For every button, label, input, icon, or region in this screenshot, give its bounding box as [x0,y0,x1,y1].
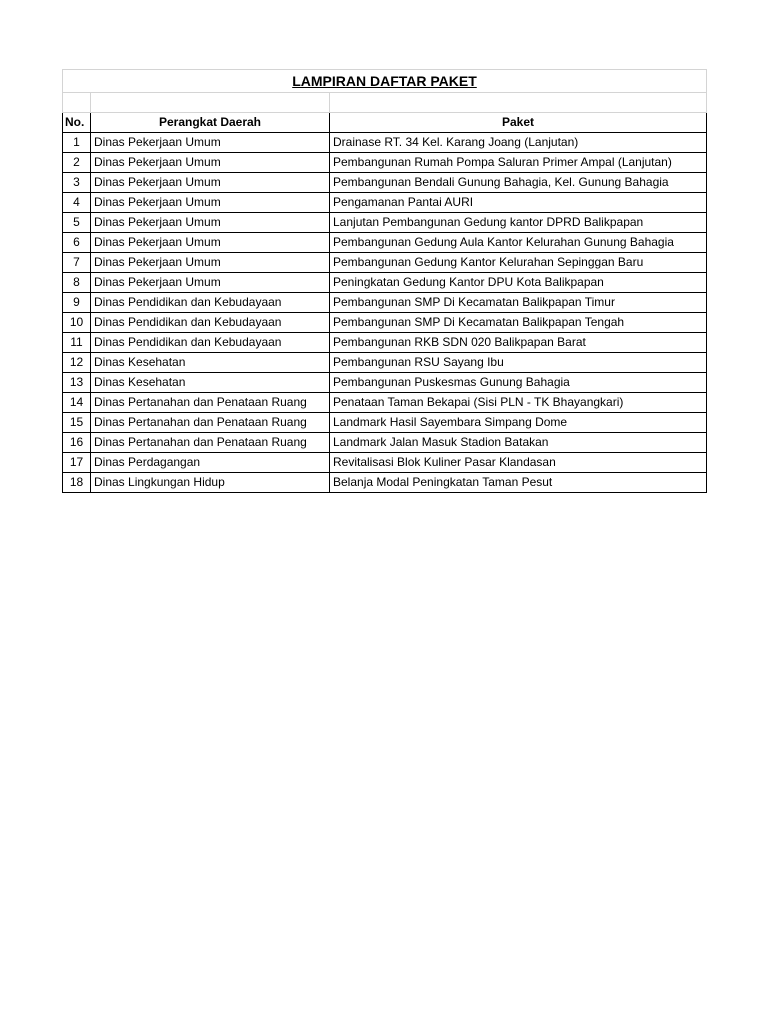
row-perangkat-daerah: Dinas Pekerjaan Umum [91,233,330,253]
row-paket: Pembangunan RSU Sayang Ibu [330,353,707,373]
table-row [63,413,707,433]
row-perangkat-daerah: Dinas Perdagangan [91,453,330,473]
row-number: 15 [63,413,91,433]
row-number: 10 [63,313,91,333]
row-paket: Belanja Modal Peningkatan Taman Pesut [330,473,707,493]
row-number: 7 [63,253,91,273]
row-paket: Pembangunan Bendali Gunung Bahagia, Kel. Gunung Bahagia [330,173,707,193]
row-paket: Landmark Hasil Sayembara Simpang Dome [330,413,707,433]
row-perangkat-daerah: Dinas Pekerjaan Umum [91,133,330,153]
row-number: 18 [63,473,91,493]
row-perangkat-daerah: Dinas Pertanahan dan Penataan Ruang [91,413,330,433]
row-number: 17 [63,453,91,473]
row-number: 11 [63,333,91,353]
row-number: 14 [63,393,91,413]
document-title: LAMPIRAN DAFTAR PAKET [63,70,707,93]
row-perangkat-daerah: Dinas Pekerjaan Umum [91,273,330,293]
document-sheet [62,69,706,493]
row-perangkat-daerah: Dinas Pendidikan dan Kebudayaan [91,333,330,353]
table-row [63,193,707,213]
row-paket: Landmark Jalan Masuk Stadion Batakan [330,433,707,453]
row-paket: Drainase RT. 34 Kel. Karang Joang (Lanjutan) [330,133,707,153]
row-perangkat-daerah: Dinas Pekerjaan Umum [91,193,330,213]
row-number: 9 [63,293,91,313]
row-paket: Pembangunan Rumah Pompa Saluran Primer Ampal (Lanjutan) [330,153,707,173]
row-paket: Pembangunan Gedung Aula Kantor Kelurahan Gunung Bahagia [330,233,707,253]
row-number: 13 [63,373,91,393]
table-body [63,133,707,493]
row-perangkat-daerah: Dinas Pertanahan dan Penataan Ruang [91,393,330,413]
row-number: 16 [63,433,91,453]
blank-cell [63,93,91,113]
row-perangkat-daerah: Dinas Pekerjaan Umum [91,153,330,173]
row-number: 3 [63,173,91,193]
row-number: 2 [63,153,91,173]
row-paket: Lanjutan Pembangunan Gedung kantor DPRD Balikpapan [330,213,707,233]
row-perangkat-daerah: Dinas Kesehatan [91,373,330,393]
row-perangkat-daerah: Dinas Pekerjaan Umum [91,253,330,273]
header-row [63,113,707,133]
row-paket: Revitalisasi Blok Kuliner Pasar Klandasan [330,453,707,473]
row-paket: Pembangunan SMP Di Kecamatan Balikpapan Tengah [330,313,707,333]
row-number: 1 [63,133,91,153]
header-no: No. [63,113,91,133]
row-perangkat-daerah: Dinas Pendidikan dan Kebudayaan [91,293,330,313]
table-row [63,473,707,493]
row-paket: Pembangunan Gedung Kantor Kelurahan Sepinggan Baru [330,253,707,273]
row-paket: Penataan Taman Bekapai (Sisi PLN - TK Bhayangkari) [330,393,707,413]
row-number: 5 [63,213,91,233]
row-number: 12 [63,353,91,373]
row-perangkat-daerah: Dinas Pekerjaan Umum [91,173,330,193]
table-row [63,273,707,293]
table-row [63,293,707,313]
table-row [63,453,707,473]
row-number: 6 [63,233,91,253]
row-perangkat-daerah: Dinas Pekerjaan Umum [91,213,330,233]
table-row [63,353,707,373]
row-paket: Pengamanan Pantai AURI [330,193,707,213]
table-row [63,433,707,453]
table-row [63,333,707,353]
row-perangkat-daerah: Dinas Lingkungan Hidup [91,473,330,493]
table-row [63,173,707,193]
blank-cell [330,93,707,113]
table-row [63,373,707,393]
row-paket: Peningkatan Gedung Kantor DPU Kota Balikpapan [330,273,707,293]
table-row [63,133,707,153]
header-perangkat-daerah: Perangkat Daerah [91,113,330,133]
title-row [63,70,707,93]
table-row [63,213,707,233]
package-table [62,69,707,493]
table-row [63,313,707,333]
table-row [63,233,707,253]
row-number: 4 [63,193,91,213]
row-perangkat-daerah: Dinas Pendidikan dan Kebudayaan [91,313,330,333]
row-perangkat-daerah: Dinas Pertanahan dan Penataan Ruang [91,433,330,453]
table-row [63,153,707,173]
blank-cell [91,93,330,113]
blank-row [63,93,707,113]
row-perangkat-daerah: Dinas Kesehatan [91,353,330,373]
row-paket: Pembangunan Puskesmas Gunung Bahagia [330,373,707,393]
row-paket: Pembangunan RKB SDN 020 Balikpapan Barat [330,333,707,353]
row-number: 8 [63,273,91,293]
row-paket: Pembangunan SMP Di Kecamatan Balikpapan Timur [330,293,707,313]
header-paket: Paket [330,113,707,133]
table-row [63,393,707,413]
table-row [63,253,707,273]
